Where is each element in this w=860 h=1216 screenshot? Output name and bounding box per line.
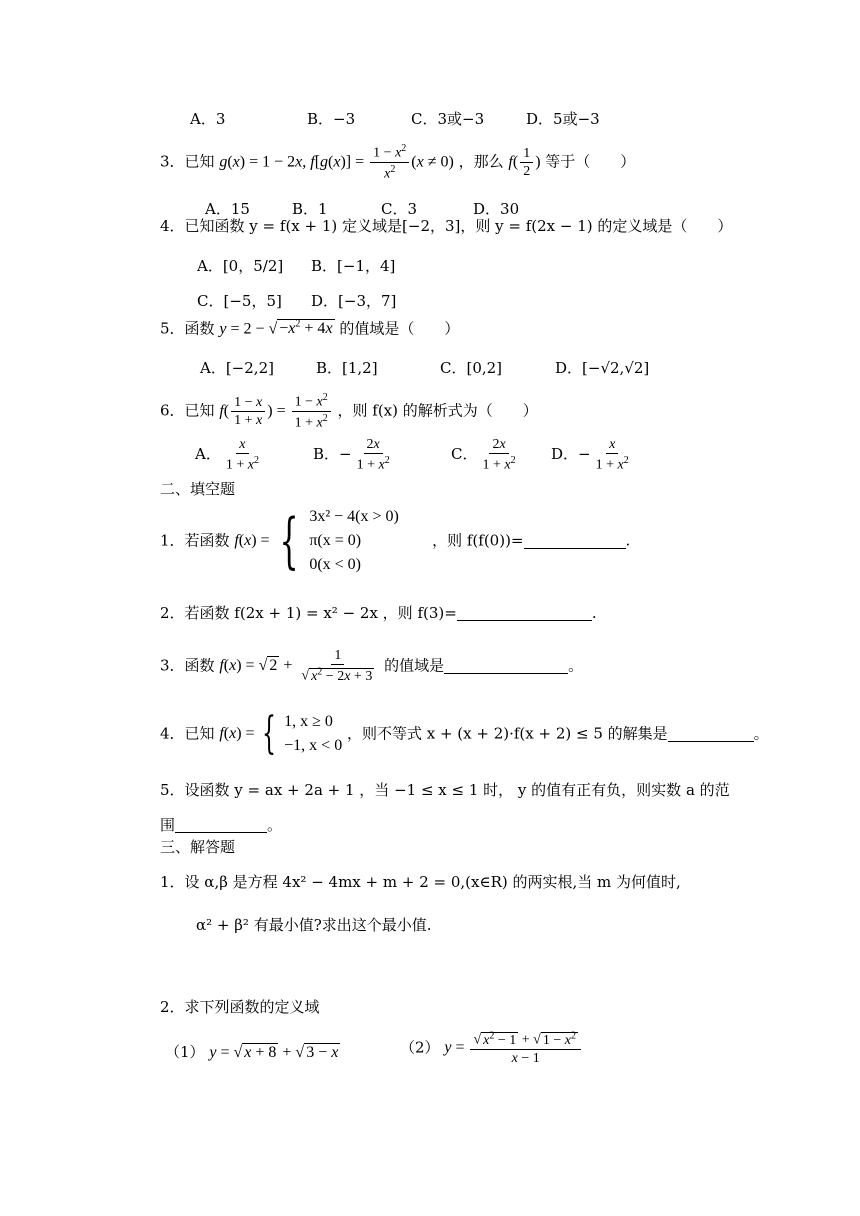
option-d: D．− $\frac{x}{1 + x^2}$ (551, 437, 629, 474)
option-d: D．30 (473, 200, 520, 218)
fill-question-5-cont: 围 。 (160, 816, 283, 834)
option-c: C． $\frac{2x}{1 + x^2}$ (451, 437, 516, 474)
piecewise-cases: 1, x ≥ 0 −1, x < 0 (284, 713, 343, 754)
fill-question-3: 3．函数 f(x) = √ 2 + $\frac{1}{√ x^2 - 2x + 3}$ 的值域是 。 (160, 648, 584, 685)
sqrt-radicand: $-x^2 + 4x$ (279, 319, 333, 338)
solve-question-1-cont: α² + β² 有最小值?求出这个最小值. (196, 916, 432, 934)
option-d: D．5或−3 (526, 110, 600, 128)
question-lead: 6．已知 (160, 401, 215, 420)
answer-blank (668, 727, 754, 742)
option-c: C．[−5，5] (197, 292, 282, 310)
option-b: B．−3 (307, 110, 356, 128)
piecewise-cases: 3x² − 4(x > 0) π(x = 0) 0(x < 0) (309, 508, 399, 573)
question-tail: 的值域是（ ） (339, 319, 460, 338)
formula: g (219, 153, 228, 171)
brace: { (262, 708, 277, 759)
option-b: B．1 (292, 200, 328, 218)
option-d: D．[−3，7] (311, 292, 397, 310)
option-c: C．[0,2] (440, 359, 503, 377)
solve-question-1: 1．设 α,β 是方程 4x² − 4mx + m + 2 = 0,(x∈R) 的两实根,当 m 为何值时, (160, 873, 681, 891)
fill-question-4: 4．已知 f(x) = { 1, x ≥ 0 −1, x < 0 ，则不等式 x + (x + 2)·f(x + 2) ≤ 5 的解集是 。 (160, 708, 769, 759)
question-6: 6．已知 f( $\frac{1 - x}{1 + x}$ ) = $\frac{1 - x^2}{1 + x^2}$ ，则 f(x) 的解析式为（ ） (160, 392, 538, 431)
fill-question-5: 5．设函数 y = ax + 2a + 1 ，当 −1 ≤ x ≤ 1 时， y 的值有正有负，则实数 a 的范 (160, 781, 730, 799)
option-a: A．[−2,2] (200, 359, 274, 377)
option-c: C．3 (381, 200, 418, 218)
answer-blank (175, 818, 267, 833)
answer-blank (444, 659, 568, 674)
fraction: $\frac{1 - x^2}{x^2}$ (370, 143, 409, 182)
option-b: B．[−1，4] (311, 257, 396, 275)
question-ask: 等于（ ） (545, 152, 636, 171)
question-tail: ，则 f(x) 的解析式为（ ） (337, 401, 538, 420)
answer-blank (457, 606, 592, 621)
subpart-2: （2） y = $\frac{√ x^2 - 1 + √ 1 - x^2}{x - 1}$ (400, 1030, 583, 1066)
section-heading: 三、解答题 (160, 838, 236, 856)
option-a: A．15 (205, 200, 250, 218)
option-b: B．− $\frac{2x}{1 + x^2}$ (313, 437, 390, 474)
answer-blank (524, 534, 626, 549)
subpart-1: （1） y = √ x + 8 + √ 3 − x (165, 1043, 339, 1061)
section-heading: 二、填空题 (160, 480, 236, 498)
brace: { (279, 506, 299, 576)
option-b: B．[1,2] (316, 359, 378, 377)
question-tail: ，那么 (458, 152, 504, 171)
option-a: A． $\frac{x}{1 + x^2}$ (195, 437, 259, 474)
fill-question-2: 2．若函数 f(2x + 1) = x² − 2x ，则 f(3)= . (160, 604, 597, 622)
option-a: A．3 (190, 110, 226, 128)
fill-question-1: 1．若函数 f(x) = { 3x² − 4(x > 0) π(x = 0) 0(x < 0) ，则 f(f(0))= . (160, 506, 631, 576)
solve-question-2: 2．求下列函数的定义域 (160, 998, 320, 1016)
option-c: C．3或−3 (411, 110, 485, 128)
question-3: 3．已知 g(x) = 1 − 2x, f[g(x)] = $\frac{1 - x^2}{x^2}$ (x ≠ 0) ，那么 f( $\frac{1}{2}$ ) 等于（ ） (160, 143, 636, 182)
question-5: 5．函数 y = 2 − √ $-x^2 + 4x$ 的值域是（ ） (160, 319, 460, 338)
question-lead: 5．函数 (160, 319, 215, 338)
question-4: 4．已知函数 y = f(x + 1) 定义域是[−2，3]，则 y = f(2x − 1) 的定义域是（ ） (160, 217, 733, 235)
question-lead: 3．已知 (160, 152, 215, 171)
option-d: D．[−√2,√2] (555, 359, 650, 377)
option-a: A．[0，5/2] (197, 257, 284, 275)
